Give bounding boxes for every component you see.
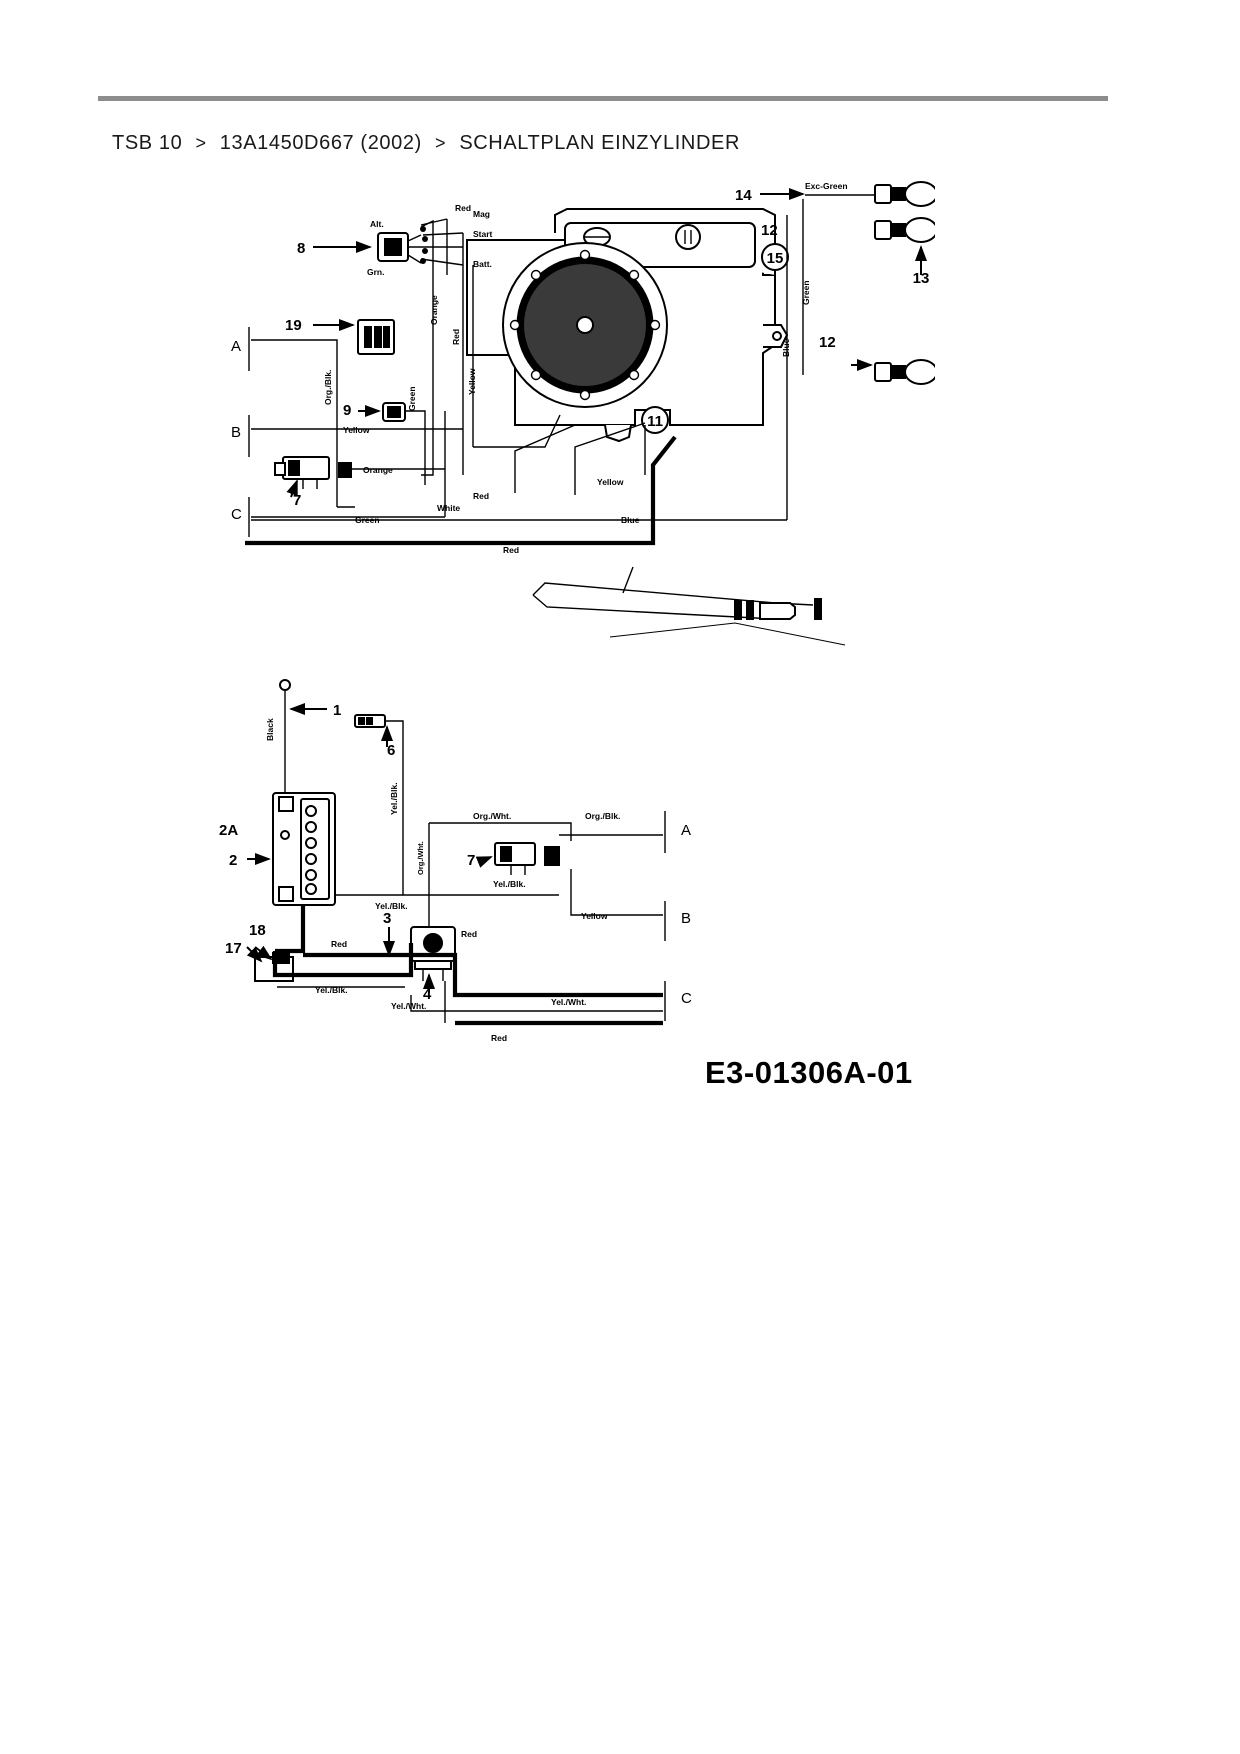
svg-text:12: 12 <box>819 334 836 351</box>
part-2-control-module <box>219 793 335 905</box>
svg-text:14: 14 <box>735 187 752 204</box>
lower-terminal-bars <box>665 811 692 1021</box>
svg-text:Red: Red <box>455 203 472 213</box>
svg-text:2A: 2A <box>219 822 239 839</box>
svg-text:Yellow: Yellow <box>467 368 477 395</box>
svg-text:Blue: Blue <box>621 515 640 525</box>
svg-text:Yel./Blk.: Yel./Blk. <box>315 985 348 995</box>
svg-text:C: C <box>681 990 692 1007</box>
wiring-diagram <box>215 175 935 1095</box>
svg-text:Yel./Blk.: Yel./Blk. <box>375 901 408 911</box>
svg-text:1: 1 <box>333 702 342 719</box>
upper-diagram <box>231 181 935 555</box>
header-divider <box>98 96 1108 101</box>
svg-text:B: B <box>231 424 242 441</box>
svg-text:Orange: Orange <box>363 465 393 475</box>
rod-assembly <box>533 567 845 645</box>
svg-text:7: 7 <box>293 492 302 509</box>
svg-text:White: White <box>437 503 461 513</box>
svg-text:13: 13 <box>912 270 930 287</box>
svg-text:18: 18 <box>249 922 266 939</box>
callout-11 <box>642 407 668 433</box>
upper-terminal-bars <box>231 327 249 537</box>
svg-text:Yel./Blk.: Yel./Blk. <box>493 879 526 889</box>
svg-text:Green: Green <box>407 386 417 411</box>
part-7-lower-solenoid <box>467 843 559 875</box>
svg-text:A: A <box>681 822 692 839</box>
svg-text:Yel./Wht.: Yel./Wht. <box>391 1001 427 1011</box>
svg-text:Grn.: Grn. <box>367 267 385 277</box>
svg-text:19: 19 <box>285 317 302 334</box>
svg-text:Yellow: Yellow <box>581 911 608 921</box>
svg-text:Black: Black <box>265 718 275 741</box>
svg-text:17: 17 <box>225 940 242 957</box>
svg-text:9: 9 <box>343 402 352 419</box>
part-6-connector <box>355 715 403 759</box>
svg-text:Mag: Mag <box>473 209 490 219</box>
breadcrumb-separator-1: > <box>195 133 207 153</box>
svg-text:Yel./Wht.: Yel./Wht. <box>551 997 587 1007</box>
svg-text:6: 6 <box>387 742 396 759</box>
svg-text:Org./Wht.: Org./Wht. <box>473 811 512 821</box>
svg-text:Red: Red <box>461 929 478 939</box>
svg-text:Green: Green <box>355 515 380 525</box>
part-7-solenoid <box>275 457 351 509</box>
svg-text:Red: Red <box>503 545 520 555</box>
svg-text:Yel./Blk.: Yel./Blk. <box>389 782 399 815</box>
svg-text:15: 15 <box>766 250 784 267</box>
flywheel <box>503 243 667 407</box>
svg-text:12: 12 <box>761 222 778 239</box>
svg-text:Red: Red <box>473 491 490 501</box>
part-19-connector <box>285 317 394 354</box>
diagram-code-label: E3-01306A-01 <box>705 1055 913 1090</box>
svg-text:Start: Start <box>473 229 493 239</box>
svg-text:Org./Blk.: Org./Blk. <box>585 811 621 821</box>
svg-text:Org./Blk.: Org./Blk. <box>323 369 333 405</box>
svg-text:3: 3 <box>383 910 392 927</box>
svg-text:8: 8 <box>297 240 306 257</box>
breadcrumb-item-3: SCHALTPLAN EINZYLINDER <box>459 132 740 154</box>
part-1-antenna <box>265 680 341 793</box>
svg-text:Yellow: Yellow <box>597 477 624 487</box>
breadcrumb-item-1[interactable]: TSB 10 <box>112 132 183 154</box>
breadcrumb <box>112 132 740 155</box>
svg-text:Org./Wht.: Org./Wht. <box>416 841 425 875</box>
svg-text:B: B <box>681 910 692 927</box>
svg-text:C: C <box>231 506 242 523</box>
svg-text:Yellow: Yellow <box>343 425 370 435</box>
svg-text:Orange: Orange <box>429 295 439 325</box>
svg-text:2: 2 <box>229 852 238 869</box>
breadcrumb-separator-2: > <box>435 133 447 153</box>
svg-text:Red: Red <box>331 939 348 949</box>
svg-text:Batt.: Batt. <box>473 259 492 269</box>
svg-text:7: 7 <box>467 852 476 869</box>
svg-text:Exc-Green: Exc-Green <box>805 181 848 191</box>
lower-diagram <box>219 680 692 1043</box>
svg-text:Blue: Blue <box>781 338 791 357</box>
breadcrumb-item-2[interactable]: 13A1450D667 (2002) <box>219 132 422 154</box>
svg-text:11: 11 <box>647 413 663 430</box>
svg-text:4: 4 <box>423 986 432 1003</box>
svg-text:Red: Red <box>491 1033 508 1043</box>
svg-text:Alt.: Alt. <box>370 219 384 229</box>
svg-text:Green: Green <box>801 280 811 305</box>
svg-text:A: A <box>231 338 242 355</box>
svg-text:Red: Red <box>451 328 461 345</box>
